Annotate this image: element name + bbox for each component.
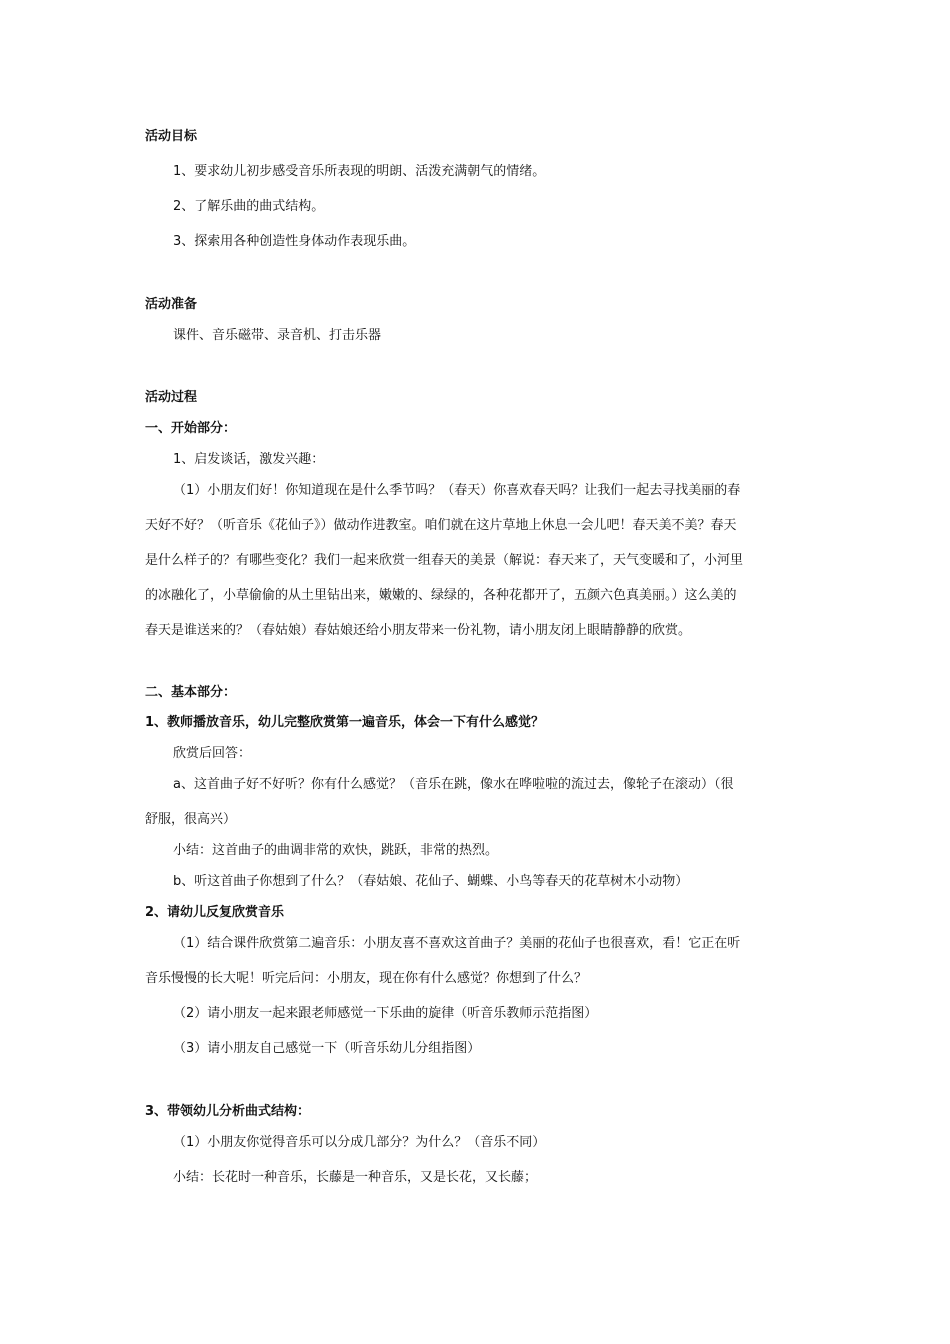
- goal-item-3: 3、探索用各种创造性身体动作表现乐曲。: [173, 234, 416, 249]
- part1-heading: 一、开始部分：: [145, 421, 237, 436]
- step3-summary: 小结：长花时一种音乐，长藤是一种音乐，又是长花，又长藤；: [173, 1170, 538, 1185]
- part1-paragraph-line: （1）小朋友们好！你知道现在是什么季节吗？（春天）你喜欢春天吗？让我们一起去寻找美丽的春: [173, 483, 741, 498]
- step3-1: （1）小朋友你觉得音乐可以分成几部分？为什么？（音乐不同）: [173, 1135, 546, 1150]
- step1-b: b、听这首曲子你想到了什么？（春姑娘、花仙子、蝴蝶、小鸟等春天的花草树木小动物）: [173, 874, 689, 889]
- goal-item-2: 2、了解乐曲的曲式结构。: [173, 199, 325, 214]
- prep-text: 课件、音乐磁带、录音机、打击乐器: [173, 328, 382, 343]
- part1-paragraph-line: 是什么样子的？有哪些变化？我们一起来欣赏一组春天的美景（解说：春天来了，天气变暖和了，小河里: [145, 553, 744, 568]
- step2-1-line: （1）结合课件欣赏第二遍音乐：小朋友喜不喜欢这首曲子？美丽的花仙子也很喜欢，看！它正在听: [173, 936, 741, 951]
- step1-summary: 小结：这首曲子的曲调非常的欢快，跳跃，非常的热烈。: [173, 843, 499, 858]
- step2-heading: 2、请幼儿反复欣赏音乐: [145, 905, 285, 920]
- step1-answer-label: 欣赏后回答：: [173, 746, 252, 761]
- step2-3: （3）请小朋友自己感觉一下（听音乐幼儿分组指图）: [173, 1041, 481, 1056]
- step1-a-line: 舒服，很高兴）: [145, 812, 237, 827]
- part2-heading: 二、基本部分：: [145, 685, 237, 700]
- step1-heading: 1、教师播放音乐，幼儿完整欣赏第一遍音乐，体会一下有什么感觉？: [145, 715, 545, 730]
- step3-heading: 3、带领幼儿分析曲式结构：: [145, 1104, 311, 1119]
- part1-paragraph-line: 春天是谁送来的？（春姑娘）春姑娘还给小朋友带来一份礼物，请小朋友闭上眼睛静静的欣赏。: [145, 623, 692, 638]
- step2-2: （2）请小朋友一起来跟老师感觉一下乐曲的旋律（听音乐教师示范指图）: [173, 1006, 598, 1021]
- process-heading: 活动过程: [145, 390, 198, 405]
- part1-item-1: 1、启发谈话，激发兴趣：: [173, 452, 325, 467]
- step1-a-line: a、这首曲子好不好听？你有什么感觉？（音乐在跳，像水在哗啦啦的流过去，像轮子在滚动）（很: [173, 777, 734, 792]
- step2-1-line: 音乐慢慢的长大呢！听完后问：小朋友，现在你有什么感觉？你想到了什么？: [145, 971, 588, 986]
- prep-heading: 活动准备: [145, 297, 198, 312]
- part1-paragraph-line: 的冰融化了，小草偷偷的从土里钻出来，嫩嫩的、绿绿的，各种花都开了，五颜六色真美丽。）这么美的: [145, 588, 737, 603]
- goal-item-1: 1、要求幼儿初步感受音乐所表现的明朗、活泼充满朝气的情绪。: [173, 164, 546, 179]
- part1-paragraph-line: 天好不好？（听音乐《花仙子》）做动作进教室。咱们就在这片草地上休息一会儿吧！春天美不美？春天: [145, 518, 737, 533]
- goals-heading: 活动目标: [145, 129, 198, 144]
